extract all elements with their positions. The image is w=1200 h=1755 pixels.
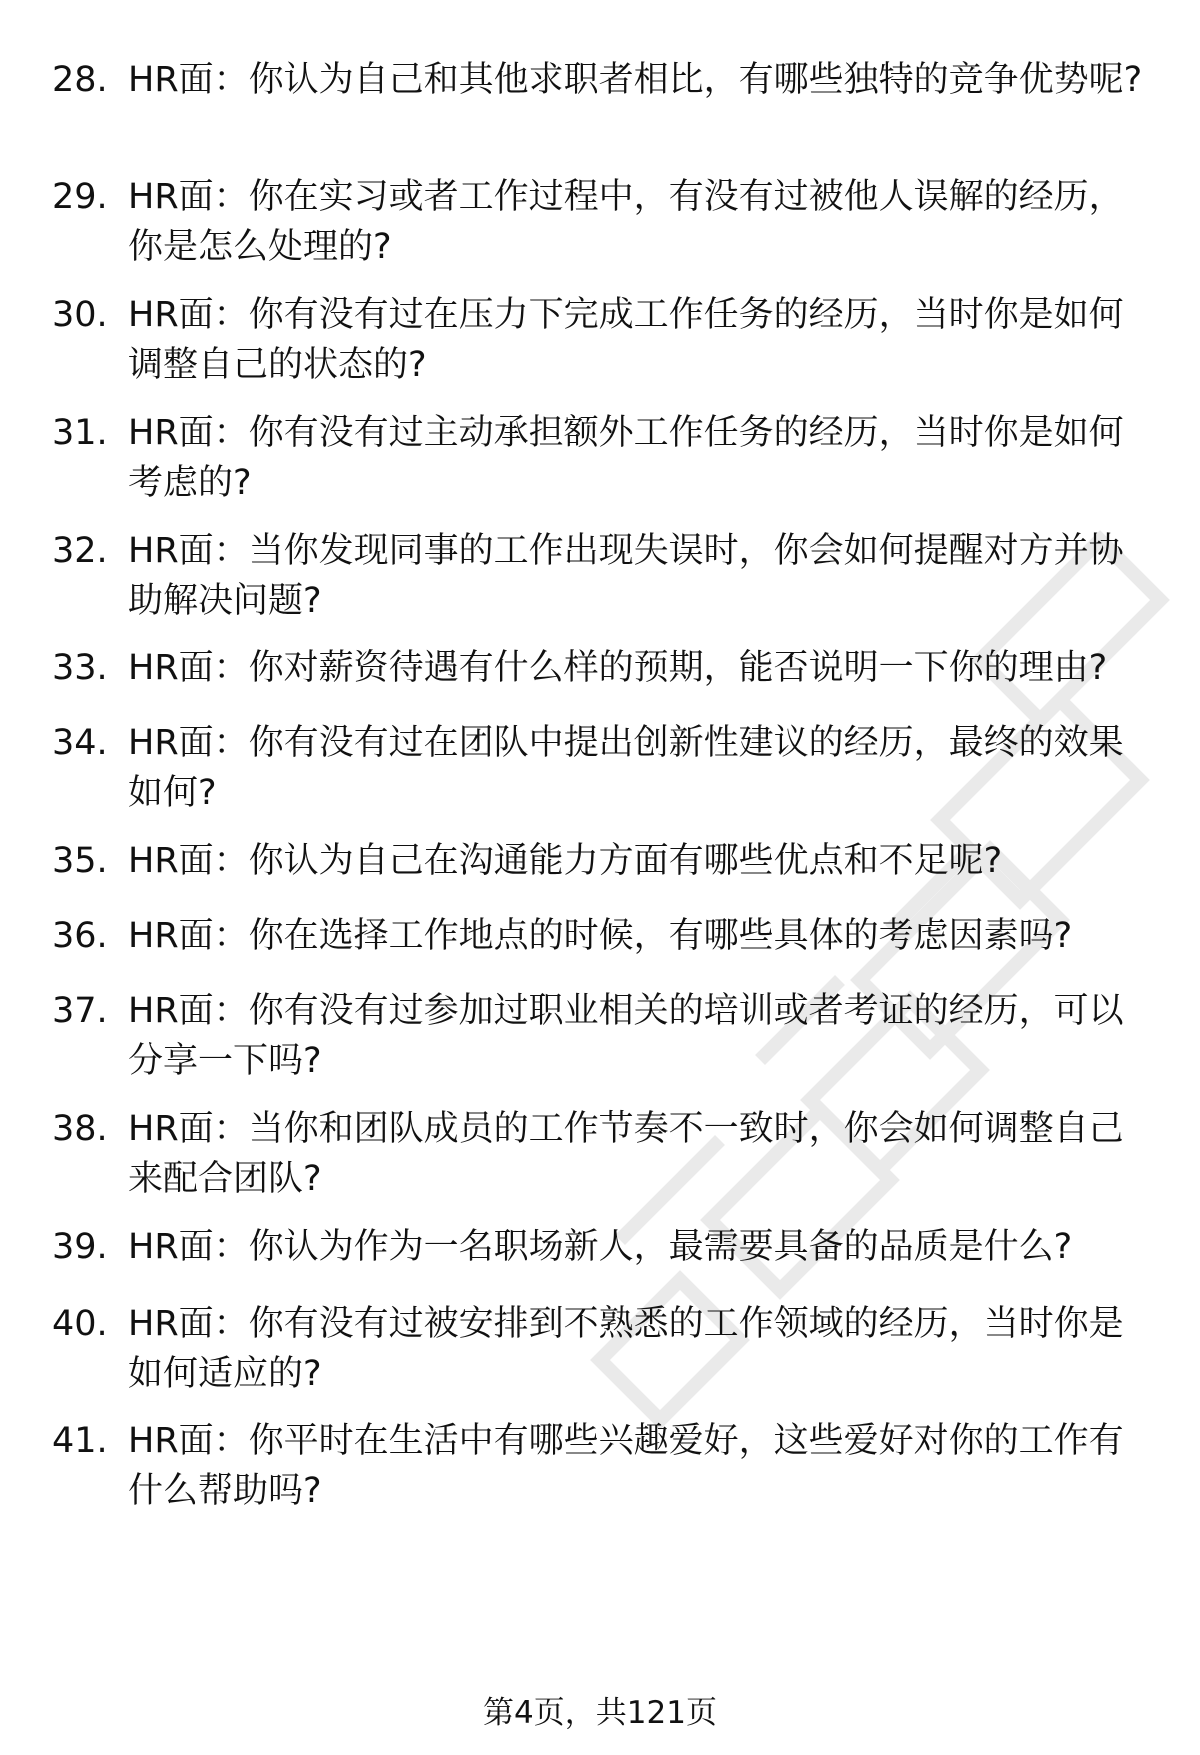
question-text: HR面：你平时在生活中有哪些兴趣爱好，这些爱好对你的工作有什么帮助吗?: [128, 1421, 1124, 1511]
question-text: HR面：你对薪资待遇有什么样的预期，能否说明一下你的理由?: [128, 648, 1108, 688]
list-item: [52, 718, 1152, 818]
question-text: HR面：你在选择工作地点的时候，有哪些具体的考虑因素吗?: [128, 916, 1073, 956]
list-item: [52, 836, 1152, 886]
question-text: HR面：你认为作为一名职场新人，最需要具备的品质是什么?: [128, 1227, 1073, 1267]
question-text: HR面：当你发现同事的工作出现失误时，你会如何提醒对方并协助解决问题?: [128, 531, 1124, 621]
list-item: [52, 408, 1152, 508]
question-number: 40.: [52, 1304, 108, 1344]
question-number: 38.: [52, 1109, 108, 1149]
question-text: HR面：你有没有过在压力下完成工作任务的经历，当时你是如何调整自己的状态的?: [128, 295, 1124, 385]
question-text: HR面：你有没有过在团队中提出创新性建议的经历，最终的效果如何?: [128, 723, 1124, 813]
question-number: 41.: [52, 1421, 108, 1461]
question-number: 34.: [52, 723, 108, 763]
question-number: 31.: [52, 413, 108, 453]
list-item: [52, 1299, 1152, 1399]
list-item: [52, 643, 1152, 693]
question-text: HR面：你有没有过被安排到不熟悉的工作领域的经历，当时你是如何适应的?: [128, 1304, 1124, 1394]
question-text: HR面：你认为自己和其他求职者相比，有哪些独特的竞争优势呢?: [128, 60, 1143, 100]
question-text: HR面：你有没有过主动承担额外工作任务的经历，当时你是如何考虑的?: [128, 413, 1124, 503]
question-text: HR面：你认为自己在沟通能力方面有哪些优点和不足呢?: [128, 841, 1003, 881]
question-text: HR面：你在实习或者工作过程中，有没有过被他人误解的经历，你是怎么处理的?: [128, 177, 1124, 267]
list-item: [52, 1104, 1152, 1204]
question-number: 30.: [52, 295, 108, 335]
question-number: 32.: [52, 531, 108, 571]
question-number: 35.: [52, 841, 108, 881]
question-number: 29.: [52, 177, 108, 217]
question-text: HR面：当你和团队成员的工作节奏不一致时，你会如何调整自己来配合团队?: [128, 1109, 1124, 1199]
question-number: 28.: [52, 60, 108, 100]
question-number: 37.: [52, 991, 108, 1031]
question-number: 39.: [52, 1227, 108, 1267]
list-item: [52, 1416, 1152, 1516]
list-item: [52, 526, 1152, 626]
list-item: [52, 1222, 1152, 1272]
question-text: HR面：你有没有过参加过职业相关的培训或者考证的经历，可以分享一下吗?: [128, 991, 1124, 1081]
page-footer: 第4页，共121页: [483, 1695, 717, 1731]
question-number: 33.: [52, 648, 108, 688]
list-item: [52, 290, 1152, 390]
list-item: [52, 55, 1152, 105]
list-item: [52, 172, 1152, 272]
list-item: [52, 986, 1152, 1086]
question-number: 36.: [52, 916, 108, 956]
list-item: [52, 911, 1152, 961]
